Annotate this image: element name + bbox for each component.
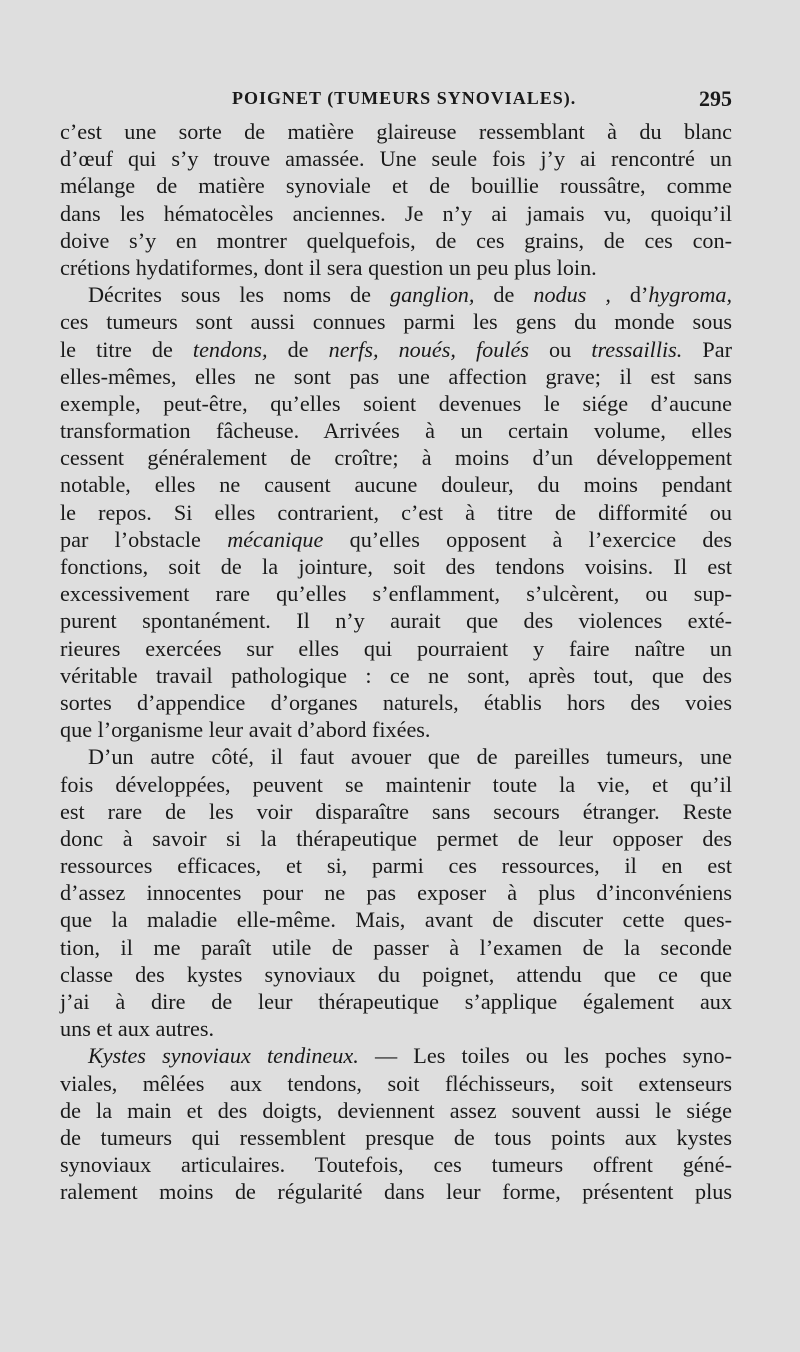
body-text [60, 118, 732, 1206]
text-line [60, 336, 732, 363]
text-segment: ressources efficaces, et si, parmi ces ressources, il en est [60, 853, 732, 879]
text-segment: ralement moins de régularité dans leur forme, présentent plus [60, 1179, 732, 1205]
text-segment: rieures exercées sur elles qui pourraient y faire naître un [60, 635, 732, 661]
text-segment: j’ai à dire de leur thérapeutique s’applique également aux [60, 989, 732, 1014]
text-segment: purent spontanément. Il n’y aurait que des violences exté- [60, 608, 732, 634]
page-header [60, 86, 732, 116]
text-segment: excessivement rare qu’elles s’enflamment, s’ulcèrent, ou sup- [60, 581, 732, 607]
text-segment: transformation fâcheuse. Arrivées à un certain volume, elles [60, 418, 732, 444]
text-segment: le titre de [60, 336, 193, 362]
text-line [60, 1124, 732, 1151]
text-line [60, 363, 732, 390]
text-line [60, 662, 732, 689]
text-segment: D’un autre côté, il faut avouer que de pareilles tumeurs, une [88, 744, 732, 770]
text-line [60, 716, 732, 743]
text-line [60, 1070, 732, 1097]
text-segment: de [267, 336, 329, 362]
text-line [60, 417, 732, 444]
text-segment: crétions hydatiformes, dont il sera question un peu plus loin. [60, 254, 597, 280]
text-line [60, 227, 732, 254]
italic-segment: mécanique [227, 526, 324, 552]
text-segment: que la maladie elle-même. Mais, avant de discuter cette ques- [60, 907, 732, 933]
text-segment: notable, elles ne causent aucune douleur, du moins pendant [60, 472, 732, 498]
text-segment: classe des kystes synoviaux du poignet, attendu que ce que [60, 961, 732, 987]
text-line [60, 200, 732, 227]
text-line [60, 499, 732, 526]
text-line [60, 934, 732, 961]
text-line [60, 852, 732, 879]
text-line [60, 172, 732, 199]
text-line [60, 988, 732, 1015]
text-segment: doive s’y en montrer quelquefois, de ces grains, de ces con- [60, 227, 732, 253]
page-number: 295 [699, 86, 732, 111]
text-line [60, 961, 732, 988]
text-line [60, 825, 732, 852]
text-segment: par l’obstacle [60, 526, 228, 552]
text-line [60, 771, 732, 798]
italic-segment: tendons, [192, 336, 268, 362]
text-segment: de la main et des doigts, deviennent assez souvent aussi le siége [60, 1097, 732, 1123]
italic-segment: nodus , [533, 282, 611, 308]
text-segment: mélange de matière synoviale et de bouillie roussâtre, comme [60, 173, 732, 199]
text-line [60, 879, 732, 906]
text-line [60, 471, 732, 498]
text-segment: Décrites sous les noms de [88, 282, 390, 308]
text-line [60, 254, 732, 281]
text-segment: fois développées, peuvent se maintenir toute la vie, et qu’il [60, 771, 732, 797]
text-line [60, 689, 732, 716]
text-segment: qu’elles opposent à l’exercice des [323, 526, 733, 552]
text-segment: exemple, peut-être, qu’elles soient devenues le siége d’aucune [60, 390, 732, 416]
running-head: POIGNET (TUMEURS SYNOVIALES). [232, 88, 577, 108]
text-segment: sortes d’appendice d’organes naturels, établis hors des voies [60, 689, 732, 715]
text-line [60, 1097, 732, 1124]
text-line [60, 444, 732, 471]
text-segment: de tumeurs qui ressemblent presque de tous points aux kystes [60, 1124, 732, 1150]
text-segment: tion, il me paraît utile de passer à l’examen de la seconde [60, 934, 732, 960]
text-line [60, 635, 732, 662]
text-segment: elles-mêmes, elles ne sont pas une affection grave; il est sans [60, 363, 732, 389]
text-line [60, 553, 732, 580]
text-segment: Par [682, 336, 733, 362]
italic-segment: Kystes synoviaux tendineux. [88, 1043, 359, 1069]
text-line [60, 390, 732, 417]
text-line [60, 1042, 732, 1069]
text-line [60, 743, 732, 770]
text-segment: d’œuf qui s’y trouve amassée. Une seule fois j’y ai rencontré un [60, 146, 732, 172]
text-line [60, 281, 732, 308]
text-segment: uns et aux autres. [60, 1016, 215, 1042]
text-line [60, 1178, 732, 1205]
text-line [60, 1151, 732, 1178]
text-segment: que l’organisme leur avait d’abord fixées. [60, 717, 431, 743]
text-line [60, 798, 732, 825]
text-line [60, 1015, 732, 1042]
text-segment: dans les hématocèles anciennes. Je n’y ai jamais vu, quoiqu’il [60, 200, 732, 226]
text-segment: de [474, 282, 534, 308]
text-segment: ou [528, 336, 592, 362]
text-segment: synoviaux articulaires. Toutefois, ces tumeurs offrent géné- [60, 1152, 732, 1178]
text-segment: véritable travail pathologique : ce ne sont, après tout, que des [60, 662, 732, 688]
italic-segment: hygroma, [648, 282, 732, 308]
text-segment: viales, mêlées aux tendons, soit fléchisseurs, soit extenseurs [60, 1070, 732, 1096]
text-segment: — Les toiles ou les poches syno- [358, 1043, 732, 1069]
text-segment: donc à savoir si la thérapeutique permet de leur opposer des [60, 825, 732, 851]
text-line [60, 308, 732, 335]
text-segment: c’est une sorte de matière glaireuse ressemblant à du blanc [60, 119, 732, 144]
text-line [60, 580, 732, 607]
text-segment: d’ [610, 282, 649, 308]
text-segment: fonctions, soit de la jointure, soit des tendons voisins. Il est [60, 554, 732, 579]
text-line [60, 526, 732, 553]
text-line [60, 607, 732, 634]
italic-segment: nerfs, noués, foulés [328, 336, 529, 362]
text-segment: le repos. Si elles contrarient, c’est à titre de difformité ou [60, 499, 732, 525]
text-segment: est rare de les voir disparaître sans secours étranger. Reste [60, 798, 732, 824]
text-segment: d’assez innocentes pour ne pas exposer à plus d’inconvéniens [60, 880, 732, 906]
text-segment: ces tumeurs sont aussi connues parmi les gens du monde sous [60, 309, 732, 335]
text-line [60, 906, 732, 933]
italic-segment: ganglion, [389, 282, 475, 308]
text-segment: cessent généralement de croître; à moins d’un développement [60, 445, 732, 471]
text-line [60, 118, 732, 145]
text-line [60, 145, 732, 172]
italic-segment: tressaillis. [591, 336, 683, 362]
